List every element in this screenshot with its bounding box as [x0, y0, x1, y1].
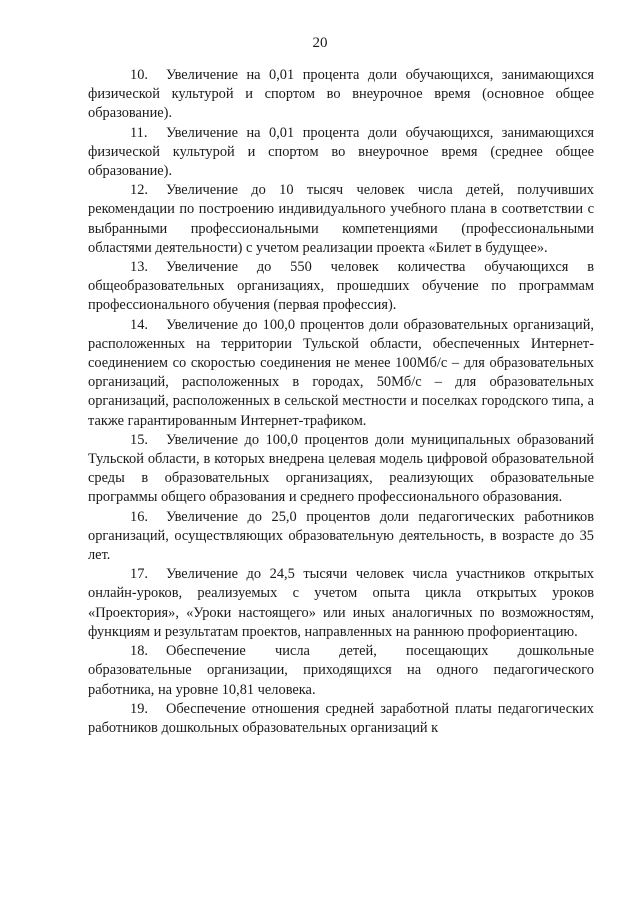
list-item-12 — [88, 181, 594, 258]
item-number: 14. — [130, 316, 148, 333]
document-body — [88, 66, 594, 738]
page-number: 20 — [312, 35, 328, 51]
item-text: Увеличение до 550 человек количества обучающихся в общеобразовательных организациях, прошедших обучение по программам профессионального обучения (первая профессия). — [88, 259, 594, 314]
item-number: 10. — [130, 67, 148, 83]
item-number: 18. — [130, 643, 148, 660]
item-number: 15. — [130, 431, 148, 448]
list-item-16 — [88, 508, 594, 566]
item-number: 12. — [130, 182, 148, 199]
item-text: Увеличение на 0,01 процента доли обучающихся, занимающихся физической культурой и спортом во внеурочное время (основное общее образование). — [88, 67, 594, 122]
item-text: Увеличение до 100,0 процентов доли муниципальных образований Тульской области, в которых внедрена целевая модель цифровой образовательной среды в образовательных организациях, реализующих образовательные программы общего образования и среднего профессионального образования. — [88, 431, 594, 506]
item-number: 17. — [130, 566, 148, 583]
item-text: Увеличение до 10 тысяч человек числа детей, получивших рекомендации по построению индивидуального учебного плана в соответствии с выбранными профессиональными компетенциями (профессиональными областями деятельности) с учетом реализации проекта «Билет в будущее». — [88, 182, 594, 256]
item-text: Обеспечение отношения средней заработной платы педагогических работников дошкольных образовательных организаций к — [88, 700, 594, 736]
list-item-17 — [88, 565, 594, 642]
item-number: 19. — [130, 700, 148, 717]
item-text: Увеличение до 24,5 тысячи человек числа участников открытых онлайн-уроков, реализуемых с учетом опыта цикла открытых уроков «Проектория», «Уроки настоящего» или иных аналогичных по возможностям, функциям и результатам проектов, направленных на раннюю профориентацию. — [88, 566, 594, 640]
item-text: Увеличение на 0,01 процента доли обучающихся, занимающихся физической культурой и спортом во внеурочное время (среднее общее образование). — [88, 124, 594, 180]
item-text: Увеличение до 100,0 процентов доли образовательных организаций, расположенных на территории Тульской области, обеспеченных Интернет-соединением со скоростью соединения не менее 100Мб/с – для образовательных организаций, расположенных в городах, 50Мб/с – для образовательных организаций, расположенных в сельской местности и поселках городского типа, а также гарантированным Интернет-трафиком. — [88, 316, 594, 429]
item-number: 13. — [130, 259, 148, 276]
item-text: Увеличение до 25,0 процентов доли педагогических работников организаций, осуществляющих образовательную деятельность, в возрасте до 35 лет. — [88, 508, 594, 564]
list-item-14 — [88, 316, 594, 431]
item-number: 11. — [130, 124, 148, 141]
list-item-18 — [88, 642, 594, 700]
list-item-11 — [88, 124, 594, 182]
list-item-10 — [88, 66, 594, 124]
list-item-13 — [88, 258, 594, 316]
item-text: Обеспечение числа детей, посещающих дошкольные образовательные организации, приходящихся на одного педагогического работника, на уровне 10,81 человека. — [88, 643, 594, 698]
list-item-15 — [88, 431, 594, 508]
item-number: 16. — [130, 508, 148, 525]
list-item-19 — [88, 700, 594, 738]
